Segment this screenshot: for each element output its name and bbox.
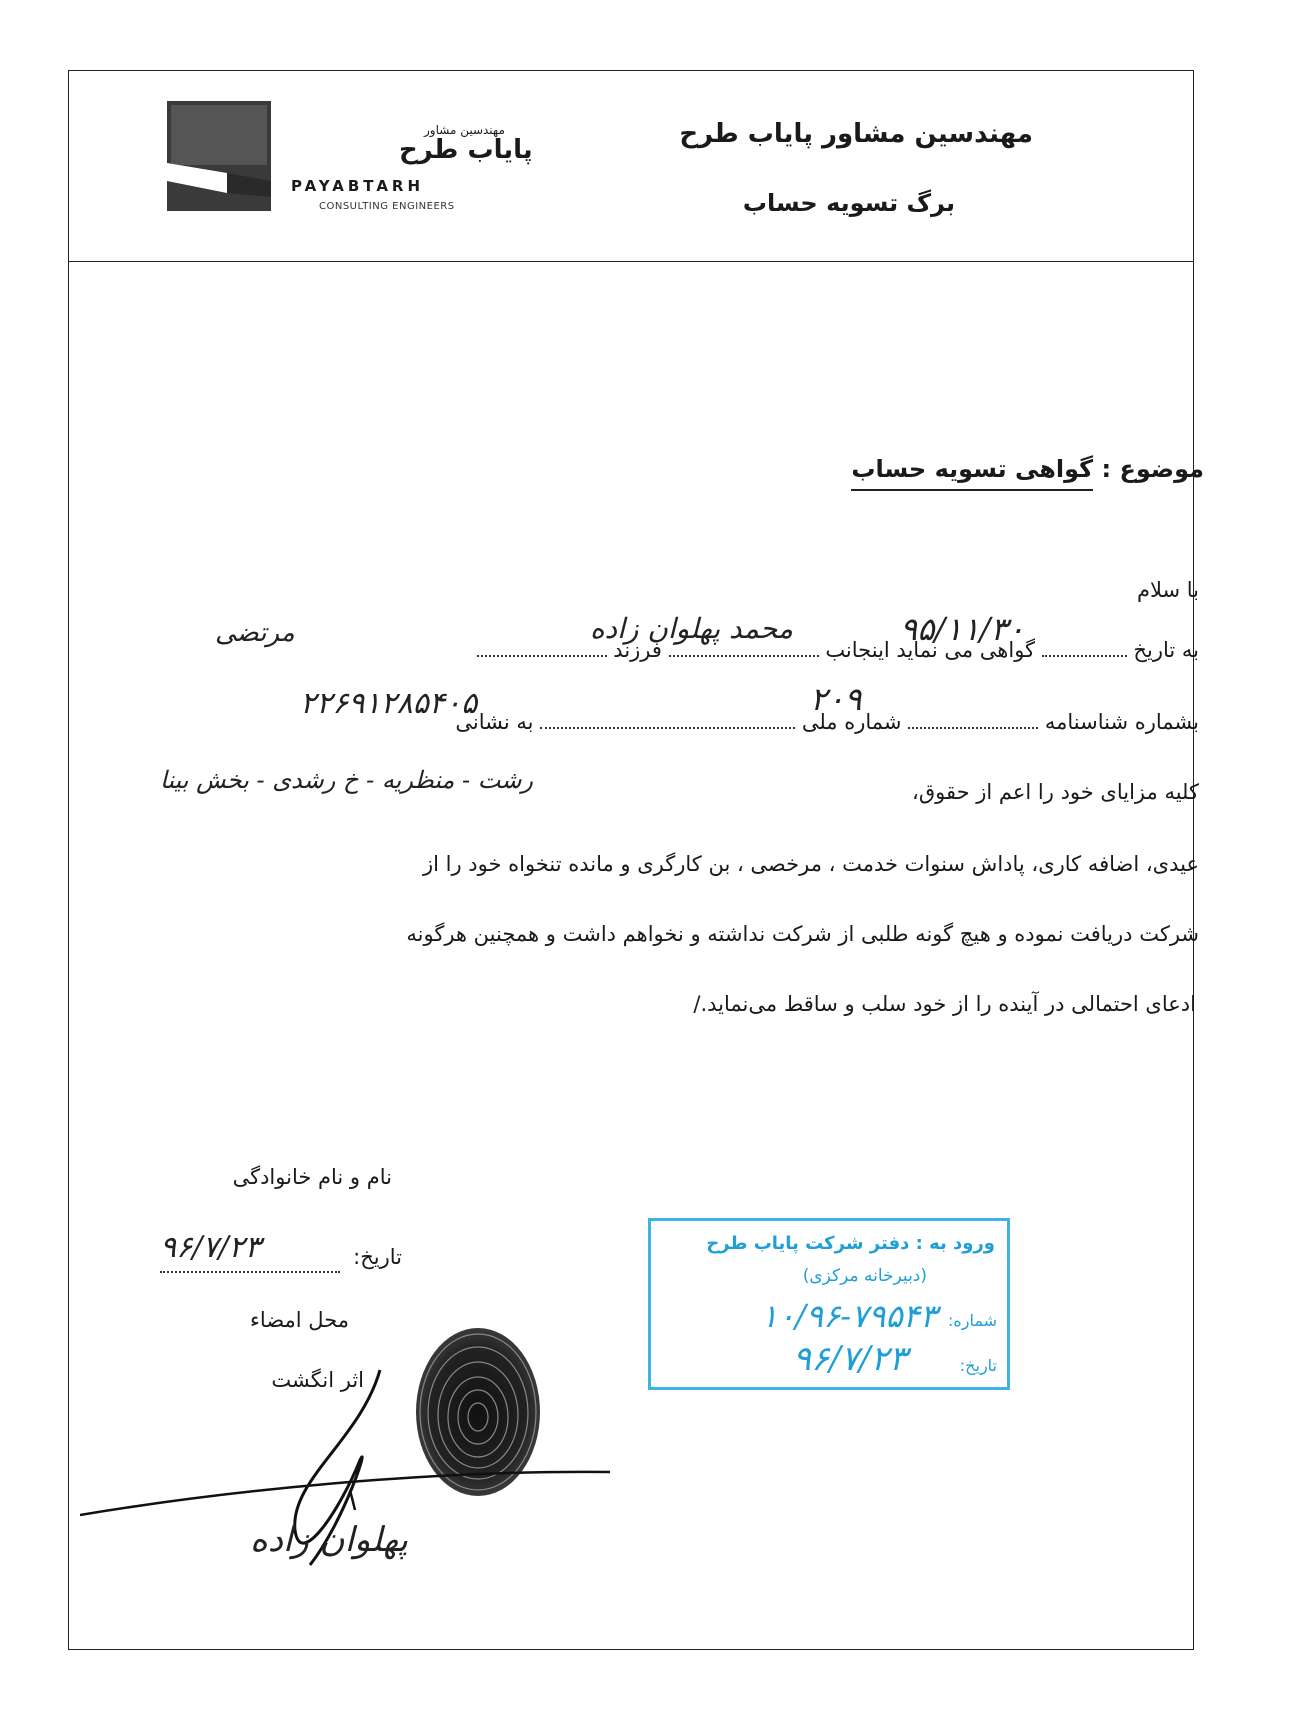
handwritten-sign-date: ۹۶/۷/۲۳ xyxy=(160,1230,261,1265)
stamp-line-2: (دبیرخانه مرکزی) xyxy=(802,1266,927,1286)
date-label: به تاریخ xyxy=(1133,638,1199,662)
body-line-1 xyxy=(477,638,1199,662)
stamp-line-1: ورود به : دفتر شرکت پایاب طرح xyxy=(706,1233,995,1254)
birth-cert-dotted-field xyxy=(908,726,1038,729)
full-name-label: نام و نام خانوادگی xyxy=(232,1165,392,1189)
child-of-label: فرزند xyxy=(613,638,662,662)
stamp-date-value: ۹۶/۷/۲۳ xyxy=(792,1339,907,1379)
greeting: با سلام xyxy=(1136,578,1199,602)
date-dotted-field xyxy=(1042,654,1127,657)
logo-persian-name: پایاب طرح xyxy=(399,135,533,165)
father-dotted-field xyxy=(477,654,607,657)
form-title: برگ تسویه حساب xyxy=(742,189,955,217)
certify-text: گواهی می نماید اینجانب xyxy=(825,638,1036,662)
fingerprint-label: اثر انگشت xyxy=(271,1368,364,1392)
subject-label: موضوع : xyxy=(1101,455,1204,483)
handwritten-signature-name: پهلوان زاده xyxy=(250,1520,408,1560)
subject-line xyxy=(851,455,1204,483)
stamp-number-value: ۱۰/۹۶-۷۹۵۴۳ xyxy=(760,1297,937,1335)
logo-english-name: PAYABTARH xyxy=(291,177,425,195)
company-name: مهندسین مشاور پایاب طرح xyxy=(679,119,1033,149)
company-logo-icon xyxy=(167,101,271,211)
handwritten-date: ۹۵/۱۱/۳۰ xyxy=(900,610,1025,648)
national-id-dotted-field xyxy=(540,726,795,729)
logo-small-text: مهندسین مشاور xyxy=(424,123,505,137)
address-label: به نشانی xyxy=(455,710,534,734)
national-id-label: شماره ملی xyxy=(801,710,902,734)
signature-scribble-icon xyxy=(80,1360,640,1600)
body-line-6: ادعای احتمالی در آینده را از خود سلب و ساقط می‌نماید./ xyxy=(693,992,1196,1016)
document-header xyxy=(69,71,1193,262)
stamp-date-label: تاریخ: xyxy=(959,1356,997,1375)
body-line-5: شرکت دریافت نموده و هیچ گونه طلبی از شرکت نداشته و نخواهم داشت و همچنین هرگونه xyxy=(406,922,1199,946)
logo-english-subtitle: CONSULTING ENGINEERS xyxy=(319,201,455,212)
body-line-3 xyxy=(912,780,1199,804)
name-dotted-field xyxy=(669,654,819,657)
stamp-number-label: شماره: xyxy=(947,1311,997,1330)
receipt-stamp xyxy=(648,1218,1010,1390)
sign-date-dotted-field xyxy=(160,1270,340,1273)
handwritten-national-id: ۲۲۶۹۱۲۸۵۴۰۵ xyxy=(300,686,478,721)
benefits-text: کلیه مزایای خود را اعم از حقوق، xyxy=(912,780,1199,804)
handwritten-name: محمد پهلوان زاده xyxy=(590,612,793,645)
birth-cert-label: بشماره شناسنامه xyxy=(1044,710,1199,734)
sign-date-label: تاریخ: xyxy=(353,1245,402,1269)
handwritten-id-number: ۲۰۹ xyxy=(810,680,862,718)
body-line-4: عیدی، اضافه کاری، پاداش سنوات خدمت ، مرخصی ، بن کارگری و مانده تنخواه خود را از xyxy=(422,852,1199,876)
handwritten-father-name: مرتضی xyxy=(215,618,295,648)
signature-place-label: محل امضاء xyxy=(250,1308,349,1332)
subject-value: گواهی تسویه حساب xyxy=(851,455,1093,491)
handwritten-address: رشت - منظریه - خ رشدی - بخش بینا xyxy=(160,766,534,794)
